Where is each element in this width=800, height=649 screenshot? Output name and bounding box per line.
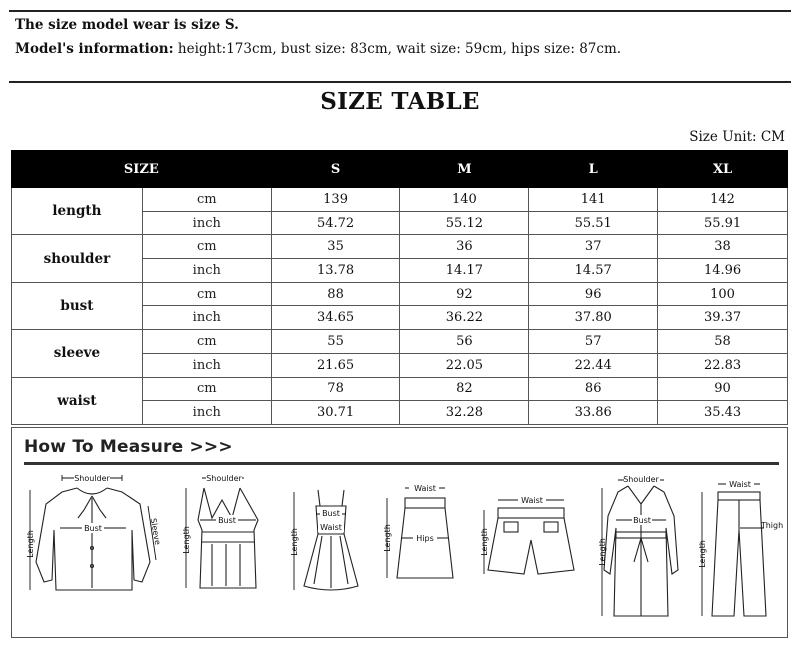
size-value-cell: 14.17 bbox=[400, 259, 529, 283]
size-unit: Size Unit: CM bbox=[689, 129, 785, 145]
size-value-cell: 39.37 bbox=[658, 306, 788, 330]
measurement-name: waist bbox=[12, 377, 143, 424]
size-value-cell: 141 bbox=[529, 188, 658, 212]
table-row bbox=[12, 188, 788, 212]
size-col-header: L bbox=[529, 151, 658, 188]
waist-label: Waist bbox=[729, 480, 751, 489]
size-value-cell: 90 bbox=[658, 377, 788, 401]
size-value-cell: 82 bbox=[400, 377, 529, 401]
how-to-measure-divider bbox=[24, 462, 779, 465]
length-label: Length bbox=[182, 526, 191, 554]
size-value-cell: 139 bbox=[271, 188, 400, 212]
waist-label: Waist bbox=[414, 484, 436, 493]
shoulder-label: Shoulder bbox=[206, 474, 242, 483]
table-row bbox=[12, 235, 788, 259]
size-value-cell: 55.12 bbox=[400, 211, 529, 235]
shorts-diagram bbox=[474, 470, 584, 600]
size-value-cell: 55 bbox=[271, 330, 400, 354]
unit-cell: inch bbox=[142, 353, 271, 377]
size-value-cell: 55.51 bbox=[529, 211, 658, 235]
hips-label: Hips bbox=[416, 534, 434, 543]
waist-label: Waist bbox=[521, 496, 543, 505]
tank-top-diagram bbox=[172, 470, 272, 600]
size-value-cell: 36 bbox=[400, 235, 529, 259]
bust-label: Bust bbox=[633, 516, 651, 525]
page-title: SIZE TABLE bbox=[320, 88, 480, 115]
size-value-cell: 34.65 bbox=[271, 306, 400, 330]
skirt-diagram bbox=[377, 470, 472, 600]
size-value-cell: 33.86 bbox=[529, 401, 658, 425]
size-value-cell: 140 bbox=[400, 188, 529, 212]
size-value-cell: 14.57 bbox=[529, 259, 658, 283]
length-label: Length bbox=[698, 540, 707, 568]
size-value-cell: 37.80 bbox=[529, 306, 658, 330]
model-size-line: The size model wear is size S. bbox=[15, 17, 239, 33]
size-header: SIZE bbox=[12, 151, 272, 188]
size-value-cell: 56 bbox=[400, 330, 529, 354]
table-row bbox=[12, 377, 788, 401]
size-value-cell: 55.91 bbox=[658, 211, 788, 235]
length-label: Length bbox=[480, 528, 489, 556]
size-value-cell: 57 bbox=[529, 330, 658, 354]
size-col-header: XL bbox=[658, 151, 788, 188]
size-value-cell: 78 bbox=[271, 377, 400, 401]
length-label: Length bbox=[598, 538, 607, 566]
waist-label: Waist bbox=[320, 523, 342, 532]
size-value-cell: 30.71 bbox=[271, 401, 400, 425]
size-value-cell: 142 bbox=[658, 188, 788, 212]
unit-cell: cm bbox=[142, 188, 271, 212]
size-value-cell: 22.83 bbox=[658, 353, 788, 377]
size-value-cell: 96 bbox=[529, 282, 658, 306]
how-to-measure-panel bbox=[11, 427, 788, 638]
measurement-name: length bbox=[12, 188, 143, 235]
size-value-cell: 36.22 bbox=[400, 306, 529, 330]
unit-cell: inch bbox=[142, 259, 271, 283]
size-value-cell: 32.28 bbox=[400, 401, 529, 425]
table-row bbox=[12, 330, 788, 354]
size-value-cell: 22.44 bbox=[529, 353, 658, 377]
thigh-label: Thigh bbox=[760, 521, 784, 530]
dress-diagram bbox=[282, 470, 377, 600]
size-value-cell: 92 bbox=[400, 282, 529, 306]
sleeve-label: Sleeve bbox=[148, 517, 162, 546]
unit-cell: cm bbox=[142, 235, 271, 259]
unit-cell: cm bbox=[142, 377, 271, 401]
size-header-row bbox=[12, 151, 788, 188]
bust-label: Bust bbox=[322, 509, 340, 518]
size-value-cell: 54.72 bbox=[271, 211, 400, 235]
size-value-cell: 100 bbox=[658, 282, 788, 306]
size-value-cell: 35.43 bbox=[658, 401, 788, 425]
measurement-name: bust bbox=[12, 282, 143, 329]
model-info-line: Model's information: height:173cm, bust size: 83cm, wait size: 59cm, hips size: 87cm. bbox=[15, 41, 622, 57]
size-value-cell: 13.78 bbox=[271, 259, 400, 283]
top-rule bbox=[9, 10, 791, 12]
bust-label: Bust bbox=[84, 524, 102, 533]
size-col-header: S bbox=[271, 151, 400, 188]
size-value-cell: 37 bbox=[529, 235, 658, 259]
size-value-cell: 35 bbox=[271, 235, 400, 259]
size-value-cell: 58 bbox=[658, 330, 788, 354]
size-value-cell: 14.96 bbox=[658, 259, 788, 283]
size-col-header: M bbox=[400, 151, 529, 188]
size-value-cell: 38 bbox=[658, 235, 788, 259]
blouse-diagram bbox=[22, 470, 162, 600]
bust-label: Bust bbox=[218, 516, 236, 525]
unit-cell: inch bbox=[142, 401, 271, 425]
unit-cell: inch bbox=[142, 306, 271, 330]
table-row bbox=[12, 282, 788, 306]
length-label: Length bbox=[290, 528, 299, 556]
measurement-name: shoulder bbox=[12, 235, 143, 282]
trousers-diagram bbox=[688, 470, 788, 625]
length-label: Length bbox=[26, 530, 35, 558]
shoulder-label: Shoulder bbox=[74, 474, 110, 483]
unit-cell: inch bbox=[142, 211, 271, 235]
size-value-cell: 21.65 bbox=[271, 353, 400, 377]
info-rule bbox=[9, 81, 791, 83]
size-value-cell: 88 bbox=[271, 282, 400, 306]
shoulder-label: Shoulder bbox=[623, 475, 659, 484]
how-to-measure-heading: How To Measure >>> bbox=[24, 437, 233, 457]
unit-cell: cm bbox=[142, 330, 271, 354]
measurement-name: sleeve bbox=[12, 330, 143, 377]
size-table bbox=[11, 150, 788, 425]
size-value-cell: 86 bbox=[529, 377, 658, 401]
size-value-cell: 22.05 bbox=[400, 353, 529, 377]
coat-diagram bbox=[592, 470, 687, 625]
unit-cell: cm bbox=[142, 282, 271, 306]
length-label: Length bbox=[383, 524, 392, 552]
